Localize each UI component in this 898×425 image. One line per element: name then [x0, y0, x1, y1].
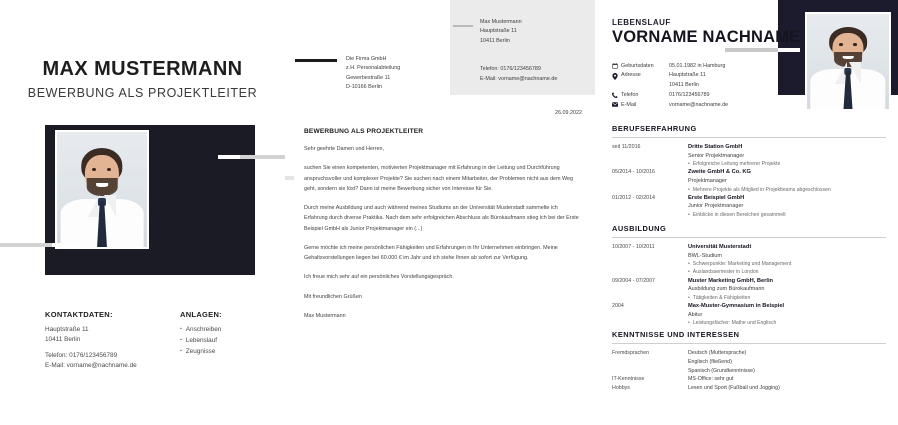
skills-label: IT-Kenntnisse: [612, 376, 645, 383]
letter-paragraph-2: Durch meine Ausbildung und auch während meines Studiums an der Universität Musterstadt sammelte ich Erfahrung durch diverse Praktika. Nach dem sehr erfolgreichen Abschluss als Bürokaufmann stieg ich bei der Erste Beispiel GmbH als Junior Projektmanager ein (...): [304, 205, 579, 232]
letter-salutation: Sehr geehrte Damen und Herren,: [304, 146, 385, 152]
skills-row-it: [612, 375, 886, 384]
letter-sender-rule: [453, 25, 473, 27]
contact-phone: Telefon: 0176/123456789: [45, 351, 118, 359]
cv-decorative-line: [725, 48, 800, 52]
personal-label: Adresse: [621, 72, 641, 79]
entry-bullet: • Leistungsfächer: Mathe und Englisch: [688, 319, 886, 327]
entry-date: 2004: [612, 302, 624, 309]
entry-role: Abitur: [688, 311, 703, 318]
personal-row-address-city: [612, 81, 842, 89]
letter-recipient-address: Die Firma GmbH z.H. Personalabteilung Gewerbestraße 11 D-10166 Berlin: [346, 56, 401, 91]
personal-row-birthdate: [612, 62, 842, 70]
skills-value: MS-Office: sehr gut: [688, 376, 734, 383]
entry-date: 09/2004 - 07/2007: [612, 277, 656, 284]
experience-entry: [612, 143, 886, 168]
cover-applicant-name: MAX MUSTERMANN: [42, 58, 243, 80]
entry-title: Dritte Station GmbH: [688, 144, 743, 150]
list-item: ▪ Lebenslauf: [180, 336, 285, 347]
section-divider: [612, 237, 886, 238]
personal-row-email: [612, 101, 842, 109]
letter-closing: Mit freundlichen Grüßen: [304, 293, 362, 300]
list-item: ▪ Anschreiben: [180, 325, 285, 336]
personal-value: 05.01.1982 in Hamburg: [669, 63, 726, 69]
section-heading: AUSBILDUNG: [612, 224, 667, 233]
skills-row-languages: [612, 349, 886, 375]
skills-label: Fremdsprachen: [612, 350, 650, 356]
entry-bullet: • Auslandssemester in London: [688, 268, 886, 276]
education-entry: [612, 277, 886, 302]
personal-value: Hauptstraße 11: [669, 72, 706, 79]
personal-label: E-Mail: [621, 101, 637, 108]
contact-email: E-Mail: vorname@nachname.de: [45, 361, 137, 369]
personal-row-phone: [612, 91, 842, 99]
cv-section-education: [612, 224, 886, 327]
entry-role: BWL-Studium: [688, 252, 722, 259]
contact-address-line-2: 10411 Berlin: [45, 335, 81, 343]
cover-decorative-line-right: [218, 155, 285, 159]
entry-role: Ausbildung zum Bürokaufmann: [688, 286, 765, 293]
calendar-icon: [612, 62, 621, 69]
personal-label: Telefon: [621, 92, 639, 99]
cv-eyebrow-label: LEBENSLAUF: [612, 18, 671, 27]
entry-role: Senior Projektmanager: [688, 152, 745, 159]
section-heading: KENNTNISSE UND INTERESSEN: [612, 330, 740, 339]
location-pin-icon: [612, 71, 621, 79]
entry-date: 01/2012 - 02/2014: [612, 194, 656, 201]
personal-row-address: [612, 71, 842, 79]
personal-value: 10411 Berlin: [669, 81, 699, 88]
cover-subtitle: BEWERBUNG ALS PROJEKTLEITER: [27, 86, 258, 100]
entry-date: 10/2007 - 10/2011: [612, 244, 655, 250]
skills-row-hobbies: [612, 384, 886, 393]
section-divider: [612, 137, 886, 138]
page-cover-sheet: [0, 0, 285, 425]
personal-value: 0176/123456789: [669, 92, 710, 99]
education-entry: [612, 302, 886, 327]
envelope-icon: [612, 101, 621, 107]
cv-section-experience: [612, 124, 886, 219]
letter-body: [304, 144, 582, 330]
contact-details-heading: KONTAKTDATEN:: [45, 310, 113, 319]
education-entry: [612, 243, 886, 277]
list-item: ▪ Zeugnisse: [180, 347, 285, 358]
entry-title: Erste Beispiel GmbH: [688, 194, 745, 201]
phone-icon: [612, 91, 621, 98]
skills-value: Deutsch (Muttersprache): [688, 350, 747, 356]
personal-value: vorname@nachname.de: [669, 101, 729, 108]
cv-applicant-name: VORNAME NACHNAME: [612, 28, 801, 46]
contact-address-line-1: Hauptstraße 11: [45, 326, 89, 333]
entry-title: Max-Muster-Gymnasium in Beispiel: [688, 302, 785, 309]
entry-bullet: • Tätigkeiten & Fähigkeiten: [688, 294, 886, 302]
letter-subject: BEWERBUNG ALS PROJEKTLEITER: [304, 128, 424, 135]
letter-signature: Max Mustermann: [304, 312, 346, 319]
experience-entry: [612, 168, 886, 193]
page-cover-letter: [285, 0, 600, 425]
skills-label: Hobbys: [612, 385, 630, 392]
skills-value: Spanisch (Grundkenntnisse): [688, 367, 755, 374]
entry-title: Muster Marketing GmbH, Berlin: [688, 277, 774, 284]
experience-entry: [612, 194, 886, 219]
entry-bullet: • Schwerpunkte: Marketing und Management: [688, 260, 886, 268]
entry-bullet: • Mehrere Projekte als Mitglied in Projektteams abgeschlossen: [688, 186, 886, 194]
letter-date: 26.09.2022: [555, 110, 582, 116]
section-divider: [612, 343, 886, 344]
letter-paragraph-3: Gerne möchte ich meine persönlichen Fähigkeiten und Erfahrungen in Ihr Unternehmen einbringen. Meine Gehaltsvorstellungen liegen bei 60.000 € im Jahr und ich stehe Ihnen ab sofort zur Verfügung.: [304, 244, 558, 262]
cv-section-skills: [612, 330, 886, 393]
section-heading: BERUFSERFAHRUNG: [612, 124, 697, 133]
skills-value: Lesen und Sport (Fußball und Jogging): [688, 385, 780, 392]
entry-bullet: • Einblicke in diesen Bereichen gesammelt: [688, 211, 886, 219]
cover-applicant-photo: [55, 130, 149, 249]
personal-label: Geburtsdaten: [621, 63, 654, 69]
entry-title: Universität Musterstadt: [688, 244, 752, 250]
entry-date: seit 11/2016: [612, 144, 641, 150]
attachments-heading: ANLAGEN:: [180, 310, 222, 319]
letter-decorative-tick: [285, 176, 294, 180]
entry-date: 05/2014 - 10/2016: [612, 169, 656, 176]
letter-recipient-rule: [295, 59, 337, 62]
entry-role: Junior Projektmanager: [688, 203, 744, 210]
letter-paragraph-4: Ich freue mich sehr auf ein persönliches Vorstellungsgespräch.: [304, 274, 454, 281]
cover-decorative-line-left: [0, 243, 80, 247]
attachments-column: [180, 310, 285, 358]
page-curriculum-vitae: [600, 0, 898, 425]
skills-value: Englisch (fließend): [688, 358, 732, 365]
entry-title: Zweite GmbH & Co. KG: [688, 169, 751, 176]
cv-personal-data: [612, 62, 842, 110]
letter-sender-address: Max Mustermann Hauptstraße 11 10411 Berlin Telefon: 0176/123456789 E-Mail: vorname@nachname.de: [480, 19, 558, 82]
letter-paragraph-1: suchen Sie einen kompetenten, motivierten Projektmanager mit Erfahrung in der Leitung und Durchführung anspruchsvoller und komplexer Projekte? Sie suchen nach einem Mitarbeiter, der Problemen nicht aus dem Weg geht, sondern sie löst? Dann ist meine Bewerbung sicher von Interesse für Sie.: [304, 165, 573, 192]
entry-role: Projektmanager: [688, 177, 727, 184]
contact-details-column: [45, 310, 165, 371]
entry-bullet: • Erfolgreiche Leitung mehrerer Projekte: [688, 160, 886, 168]
